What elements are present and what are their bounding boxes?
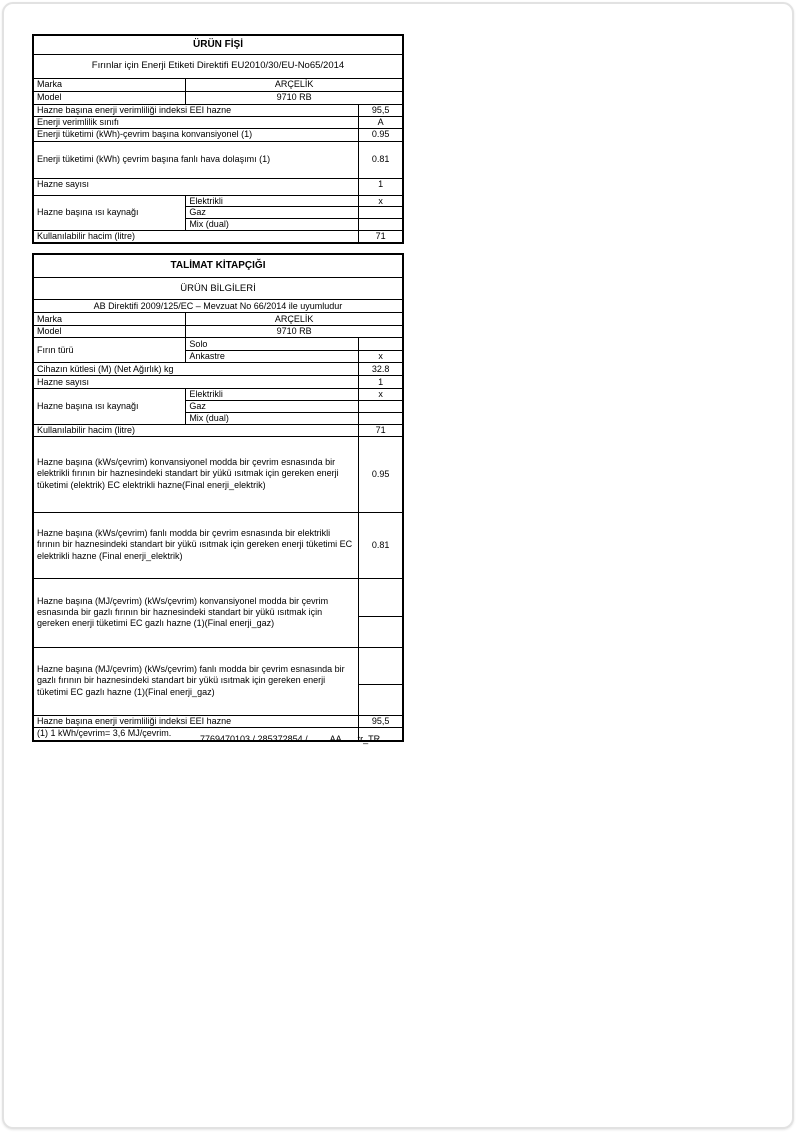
instruction-booklet-table: [32, 253, 404, 742]
ec-gas-conventional-value-top: [359, 578, 403, 616]
heat-electric-label: Elektrikli: [186, 389, 359, 401]
heat-gas-label: Gaz: [186, 207, 359, 219]
heat-mix-label: Mix (dual): [186, 412, 359, 424]
heat-gas-value: [359, 207, 403, 219]
table-row: [33, 376, 403, 389]
directive-compliance-text: AB Direktifi 2009/125/EC – Mevzuat No 66/2014 ile uyumludur: [33, 300, 403, 313]
appliance-mass-value: 32.8: [359, 363, 403, 376]
table-row: [33, 116, 403, 128]
ec-gas-fan-label: Hazne başına (MJ/çevrim) (kWs/çevrim) fanlı modda bir çevrim esnasında bir gazlı fırının bir haznesindeki standart bir yükü ısıtmak için gereken enerji tüketimi EC gazlı hazne (1)(Final enerji_gaz): [33, 647, 359, 715]
brand-value: ARÇELİK: [186, 78, 403, 91]
conventional-consumption-value: 0.95: [359, 128, 403, 141]
heat-electric-value: x: [359, 389, 403, 401]
table-row: [33, 254, 403, 278]
footer-code: AA: [329, 734, 342, 744]
booklet-subtitle: ÜRÜN BİLGİLERİ: [33, 278, 403, 300]
table-row: [33, 278, 403, 300]
ec-electric-conventional-value: 0.95: [359, 436, 403, 512]
cavity-count-label: Hazne sayısı: [33, 376, 359, 389]
model-label: Model: [33, 91, 186, 104]
table-row: [33, 647, 403, 684]
table-row: [33, 195, 403, 207]
footnote-text: (1) 1 kWh/çevrim= 3,6 MJ/çevrim.: [33, 727, 359, 741]
ec-gas-conventional-label: Hazne başına (MJ/çevrim) (kWs/çevrim) konvansiyonel modda bir çevrim esnasında bir gazlı fırının bir haznesindeki standart bir yükü ısıtmak için gereken enerji tüketimi EC gazlı hazne (1)(Final enerji_gaz): [33, 578, 359, 647]
table-row: [33, 128, 403, 141]
model-label: Model: [33, 326, 186, 338]
fan-consumption-label: Enerji tüketimi (kWh) çevrim başına fanlı hava dolaşımı (1): [33, 141, 359, 178]
table-row: [33, 91, 403, 104]
heat-electric-value: x: [359, 195, 403, 207]
table-row: [33, 300, 403, 313]
ec-gas-conventional-value-bottom: [359, 616, 403, 647]
ec-electric-fan-label: Hazne başına (kWs/çevrim) fanlı modda bir çevrim esnasında bir elektrikli fırının bir haznesindeki standart bir yükü ısıtmak için gereken enerji tüketimi EC elektrikli hazne (Final enerji_elektrik): [33, 512, 359, 578]
eei-value: 95,5: [359, 715, 403, 727]
usable-volume-value: 71: [359, 424, 403, 436]
usable-volume-value: 71: [359, 230, 403, 242]
table-row: [33, 436, 403, 512]
heat-mix-value: [359, 412, 403, 424]
ec-gas-fan-value-top: [359, 647, 403, 684]
eei-label: Hazne başına enerji verimliliği indeksi EEI hazne: [33, 715, 359, 727]
document-footer: [200, 734, 380, 744]
model-value: 9710 RB: [186, 326, 403, 338]
cavity-count-value: 1: [359, 376, 403, 389]
document-body: [32, 34, 404, 742]
cavity-count-label: Hazne sayısı: [33, 178, 359, 195]
cavity-count-value: 1: [359, 178, 403, 195]
product-fiche-table: [32, 34, 404, 244]
brand-label: Marka: [33, 313, 186, 326]
ec-electric-conventional-label: Hazne başına (kWs/çevrim) konvansiyonel modda bir çevrim esnasında bir elektrikli fırının bir haznesindeki standart bir yükü ısıtmak için gereken enerji tüketimi (elektrik) EC elektrikli hazne(Final enerji_elektrik): [33, 436, 359, 512]
model-value: 9710 RB: [186, 91, 403, 104]
page-card: [2, 2, 794, 1129]
table-row: [33, 313, 403, 326]
oven-type-solo-label: Solo: [186, 338, 359, 351]
table-row: [33, 35, 403, 54]
heat-mix-label: Mix (dual): [186, 219, 359, 231]
table-row: [33, 104, 403, 116]
fiche-title: ÜRÜN FİŞİ: [33, 35, 403, 54]
table-row: [33, 78, 403, 91]
table-row: [33, 338, 403, 351]
usable-volume-label: Kullanılabilir hacim (litre): [33, 230, 359, 242]
table-row: [33, 715, 403, 727]
heat-gas-label: Gaz: [186, 400, 359, 412]
ec-gas-fan-value-bottom: [359, 684, 403, 715]
table-row: [33, 326, 403, 338]
fiche-subtitle: Fırınlar için Enerji Etiketi Direktifi EU2010/30/EU-No65/2014: [33, 54, 403, 78]
eei-label: Hazne başına enerji verimliliği indeksi EEI hazne: [33, 104, 359, 116]
heat-gas-value: [359, 400, 403, 412]
fan-consumption-value: 0.81: [359, 141, 403, 178]
ec-electric-fan-value: 0.81: [359, 512, 403, 578]
booklet-title: TALİMAT KİTAPÇIĞI: [33, 254, 403, 278]
brand-value: ARÇELİK: [186, 313, 403, 326]
conventional-consumption-label: Enerji tüketimi (kWh)-çevrim başına konvansiyonel (1): [33, 128, 359, 141]
energy-class-label: Enerji verimlilik sınıfı: [33, 116, 359, 128]
table-row: [33, 54, 403, 78]
oven-type-solo-value: [359, 338, 403, 351]
table-row: [33, 363, 403, 376]
heat-source-label: Hazne başına ısı kaynağı: [33, 195, 186, 230]
table-row: [33, 230, 403, 242]
oven-type-builtin-label: Ankastre: [186, 351, 359, 363]
footer-locale: tr_TR: [357, 734, 381, 744]
table-row: [33, 389, 403, 401]
table-row: [33, 512, 403, 578]
heat-mix-value: [359, 219, 403, 231]
usable-volume-label: Kullanılabilir hacim (litre): [33, 424, 359, 436]
table-row: [33, 578, 403, 616]
table-row: [33, 178, 403, 195]
footer-doc-numbers: 7769470103 / 285372854 /: [200, 734, 308, 744]
oven-type-label: Fırın türü: [33, 338, 186, 363]
energy-class-value: A: [359, 116, 403, 128]
heat-source-label: Hazne başına ısı kaynağı: [33, 389, 186, 424]
eei-value: 95,5: [359, 104, 403, 116]
heat-electric-label: Elektrikli: [186, 195, 359, 207]
table-row: [33, 424, 403, 436]
brand-label: Marka: [33, 78, 186, 91]
table-row: [33, 141, 403, 178]
appliance-mass-label: Cihazın kütlesi (M) (Net Ağırlık) kg: [33, 363, 359, 376]
oven-type-builtin-value: x: [359, 351, 403, 363]
